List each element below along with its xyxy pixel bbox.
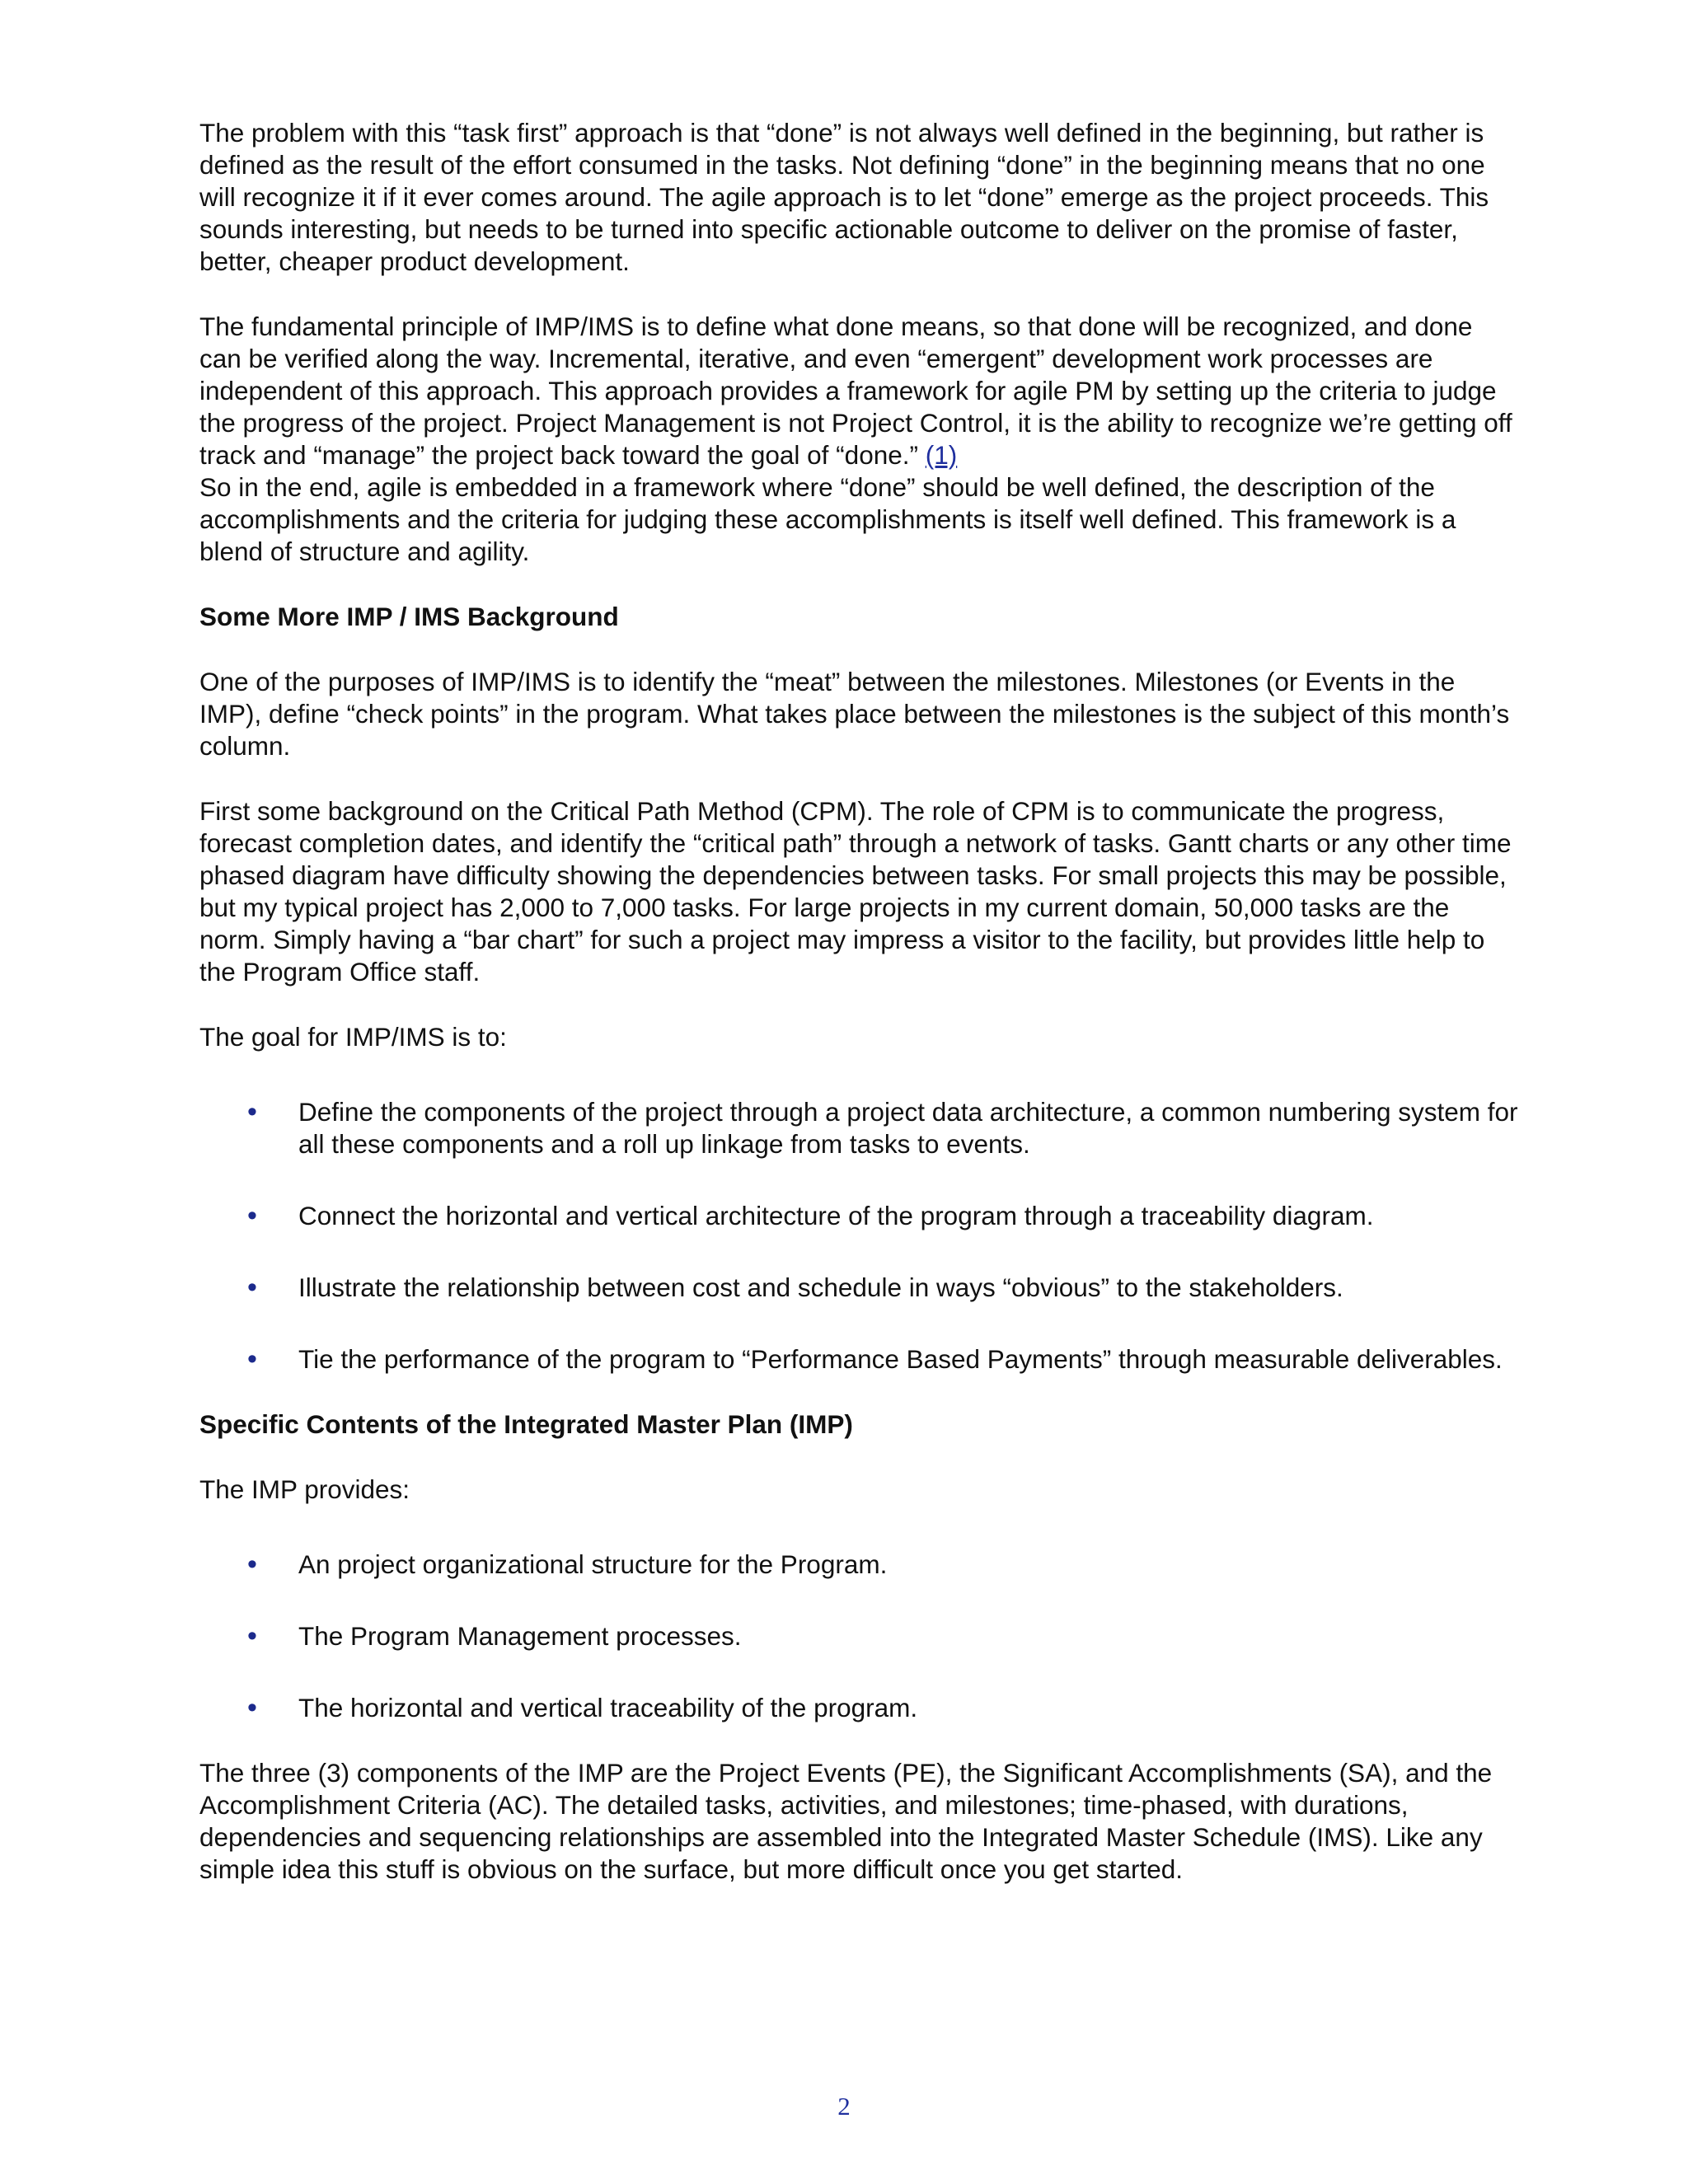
paragraph-milestones: One of the purposes of IMP/IMS is to identify the “meat” between the milestones. Milestones (or Events in the IMP), define “check points” in the program. What takes place between the milestones is the subject of this month’s column. xyxy=(199,667,1510,761)
paragraph-fundamental-principle-text: The fundamental principle of IMP/IMS is to define what done means, so that done will be recognized, and done can be verified along the way. Incremental, iterative, and even “emergent” development work processes are independent of this approach. This approach provides a framework for agile PM by setting up the criteria to judge the progress of the project. Project Management is not Project Control, it is the ability to recognize we’re getting off track and “manage” the project back toward the goal of “done.” xyxy=(199,312,1512,470)
footnote-link[interactable]: (1) xyxy=(925,440,958,470)
list-item-text: Tie the performance of the program to “Performance Based Payments” through measurable deliverables. xyxy=(298,1344,1503,1374)
paragraph-goal-intro: The goal for IMP/IMS is to: xyxy=(199,1022,507,1052)
paragraph-imp-components: The three (3) components of the IMP are the Project Events (PE), the Significant Accomplishments (SA), and the Accomplishment Criteria (AC). The detailed tasks, activities, and milestones; time-phased, with durations, dependencies and sequencing relationships are assembled into the Integrated Master Schedule (IMS). Like any simple idea this stuff is obvious on the surface, but more difficult once you get started. xyxy=(199,1758,1493,1884)
list-item xyxy=(199,1200,1518,1232)
paragraph-task-first: The problem with this “task first” approach is that “done” is not always well defined in the beginning, but rather is defined as the result of the effort consumed in the tasks. Not defining “done” in the beginning means that no one will recognize it if it ever comes around. The agile approach is to let “done” emerge as the project proceeds. This sounds interesting, but needs to be turned into specific actionable outcome to deliver on the promise of faster, better, cheaper product development. xyxy=(199,118,1489,276)
document-page xyxy=(199,117,1518,1919)
paragraph-cpm-background: First some background on the Critical Path Method (CPM). The role of CPM is to communicate the progress, forecast completion dates, and identify the “critical path” through a network of tasks. Gantt charts or any other time phased diagram have difficulty showing the dependencies between tasks. For small projects this may be possible, but my typical project has 2,000 to 7,000 tasks. For large projects in my current domain, 50,000 tasks are the norm. Simply having a “bar chart” for such a project may impress a visitor to the facility, but provides little help to the Program Office staff. xyxy=(199,796,1512,987)
list-item-text: Define the components of the project through a project data architecture, a common numbering system for all these components and a roll up linkage from tasks to events. xyxy=(298,1097,1518,1159)
bullet-icon: • xyxy=(247,1096,257,1127)
list-item xyxy=(199,1096,1518,1160)
section-heading-imp-contents: Specific Contents of the Integrated Master Plan (IMP) xyxy=(199,1409,853,1439)
list-item xyxy=(199,1620,1518,1652)
paragraph-fundamental-principle xyxy=(199,311,1518,568)
list-item-text: The horizontal and vertical traceability of the program. xyxy=(298,1693,918,1722)
goal-list xyxy=(199,1096,1518,1376)
section-heading-background: Some More IMP / IMS Background xyxy=(199,602,619,631)
list-item-text: An project organizational structure for the Program. xyxy=(298,1549,888,1579)
list-item xyxy=(199,1272,1518,1304)
bullet-icon: • xyxy=(247,1272,257,1303)
list-item-text: The Program Management processes. xyxy=(298,1621,742,1651)
bullet-icon: • xyxy=(247,1549,257,1580)
imp-provides-list xyxy=(199,1549,1518,1724)
list-item xyxy=(199,1343,1518,1376)
bullet-icon: • xyxy=(247,1343,257,1375)
bullet-icon: • xyxy=(247,1620,257,1652)
paragraph-fundamental-principle-continued: So in the end, agile is embedded in a framework where “done” should be well defined, the description of the accomplishments and the criteria for judging these accomplishments is itself well defined. This framework is a blend of structure and agility. xyxy=(199,472,1456,566)
list-item xyxy=(199,1549,1518,1581)
bullet-icon: • xyxy=(247,1200,257,1231)
list-item xyxy=(199,1692,1518,1724)
paragraph-imp-provides-intro: The IMP provides: xyxy=(199,1474,410,1504)
page-number: 2 xyxy=(837,2092,851,2121)
list-item-text: Connect the horizontal and vertical architecture of the program through a traceability diagram. xyxy=(298,1201,1374,1230)
bullet-icon: • xyxy=(247,1692,257,1723)
list-item-text: Illustrate the relationship between cost and schedule in ways “obvious” to the stakeholders. xyxy=(298,1272,1343,1302)
